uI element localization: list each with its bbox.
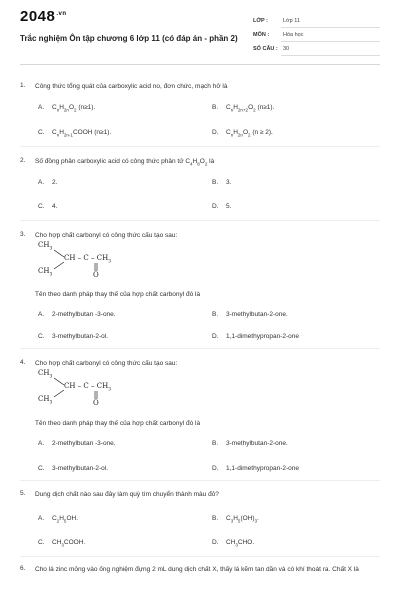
formula-main-chain: CH – C – $CH_3$ bbox=[64, 382, 112, 393]
option-b[interactable]: B. $C_nH_{2n+2}O_2$ (n≥1). bbox=[212, 104, 275, 113]
option-c[interactable]: C. $C_nH_{2n-1}COOH$ (n≥1). bbox=[38, 129, 112, 138]
formula-ch3-top: $CH_3$ bbox=[38, 241, 53, 252]
option-d[interactable]: D. $CH_3CHO$. bbox=[212, 539, 255, 548]
formula-ch3-bottom: $CH_3$ bbox=[38, 395, 53, 406]
question-number: 2. bbox=[20, 157, 26, 164]
structural-formula bbox=[38, 369, 158, 414]
option-c[interactable]: C. 3-methylbutan-2-ol. bbox=[38, 333, 108, 340]
option-a[interactable]: A. $C_2H_5OH$. bbox=[38, 515, 78, 524]
option-d[interactable]: D. 1,1-dimethypropan-2-one bbox=[212, 333, 299, 340]
formula-main-chain: CH – C – $CH_3$ bbox=[64, 254, 112, 265]
question-number: 5. bbox=[20, 490, 26, 497]
question-text: Cho lá zinc mỏng vào ống nghiệm đựng 2 mL dung dịch chất X, thấy lá kẽm tan dần và có khí thoát ra. Chất X là bbox=[35, 566, 359, 573]
question-text: Công thức tổng quát của carboxylic acid no, đơn chức, mạch hở là bbox=[35, 83, 228, 90]
question-text: Số đồng phân carboxylic acid có công thức phân tử $C_4H_8O_2$ là bbox=[35, 158, 215, 167]
question-text: Cho hợp chất carbonyl có công thức cấu tạo sau: bbox=[35, 360, 178, 367]
option-a[interactable]: A. 2-methylbutan -3-one. bbox=[38, 311, 116, 318]
option-a[interactable]: A. 2. bbox=[38, 179, 58, 186]
option-b[interactable]: B. $C_3H_5(OH)_3$. bbox=[212, 515, 259, 524]
formula-ch3-top: $CH_3$ bbox=[38, 369, 53, 380]
option-b[interactable]: B. 3-methylbutan-2-one. bbox=[212, 311, 288, 318]
question-text: Cho hợp chất carbonyl có công thức cấu tạo sau: bbox=[35, 232, 178, 239]
formula-bonds bbox=[38, 241, 158, 286]
question-divider bbox=[20, 220, 380, 221]
structural-formula bbox=[38, 241, 158, 286]
option-a[interactable]: A. 2-methylbutan -3-one. bbox=[38, 440, 116, 447]
option-c[interactable]: C. 4. bbox=[38, 203, 58, 210]
question-text: Dung dịch chất nào sau đây làm quỳ tím chuyển thành màu đỏ? bbox=[35, 491, 219, 498]
question-number: 3. bbox=[20, 231, 26, 238]
formula-ch3-bottom: $CH_3$ bbox=[38, 267, 53, 278]
header-divider bbox=[20, 64, 380, 65]
question-number: 1. bbox=[20, 82, 26, 89]
question-divider bbox=[20, 480, 380, 481]
option-d[interactable]: D. 1,1-dimethypropan-2-one bbox=[212, 465, 299, 472]
question-number: 6. bbox=[20, 565, 26, 572]
option-c[interactable]: C. 3-methylbutan-2-ol. bbox=[38, 465, 108, 472]
option-d[interactable]: D. 5. bbox=[212, 203, 232, 210]
question-divider bbox=[20, 556, 380, 557]
site-logo[interactable]: $2048^{.vn}$ bbox=[20, 8, 67, 25]
option-c[interactable]: C. $CH_3COOH$. bbox=[38, 539, 86, 548]
question-divider bbox=[20, 146, 380, 147]
page-title: Trắc nghiệm Ôn tập chương 6 lớp 11 (có đáp án - phần 2) bbox=[20, 34, 238, 43]
formula-bonds bbox=[38, 369, 158, 414]
question-number: 4. bbox=[20, 359, 26, 366]
option-b[interactable]: B. 3-methylbutan-2-one. bbox=[212, 440, 288, 447]
formula-oxygen: O bbox=[93, 271, 99, 279]
option-d[interactable]: D. $C_nH_{2n}O_2$ (n ≥ 2). bbox=[212, 129, 273, 138]
formula-oxygen: O bbox=[93, 399, 99, 407]
option-a[interactable]: A. $C_nH_{2n}O_2$ (n≥1). bbox=[38, 104, 96, 113]
question-divider bbox=[20, 348, 380, 349]
option-b[interactable]: B. 3. bbox=[212, 179, 232, 186]
